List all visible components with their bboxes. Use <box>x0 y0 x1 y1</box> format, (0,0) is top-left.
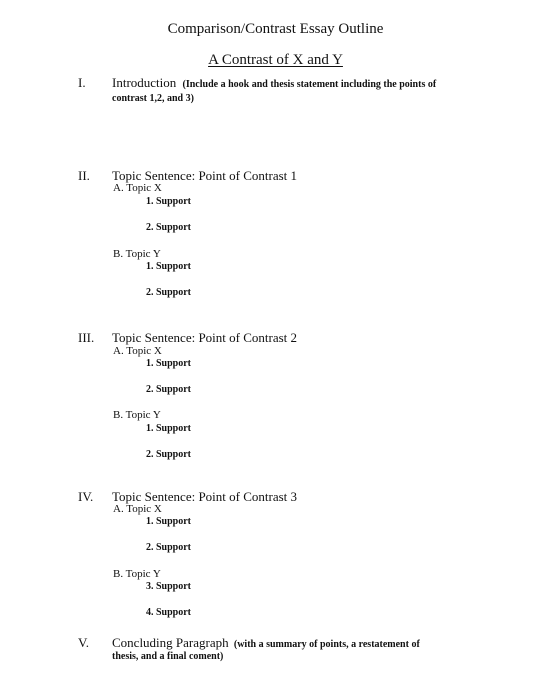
section-note: (with a summary of points, a restatement of <box>233 639 420 650</box>
topic-y-label: B. Topic Y <box>113 568 161 580</box>
topic-x-label: A. Topic X <box>113 182 162 194</box>
section-heading-contrast-3: Topic Sentence: Point of Contrast 3 <box>112 489 298 504</box>
section-note: (Include a hook and thesis statement including the points of <box>182 79 437 90</box>
section-note-continued: contrast 1,2, and 3) <box>112 93 194 104</box>
support-item: 2. Support <box>146 222 192 233</box>
section-heading-text: Concluding Paragraph <box>112 635 229 650</box>
subtitle-text: A Contrast of X and Y <box>208 52 343 68</box>
document-subtitle <box>0 52 551 69</box>
topic-y-label: B. Topic Y <box>113 248 161 260</box>
section-numeral-2: II. <box>78 168 90 183</box>
support-item: 1. Support <box>146 423 192 434</box>
support-item: 2. Support <box>146 287 192 298</box>
section-heading-contrast-2: Topic Sentence: Point of Contrast 2 <box>112 330 298 345</box>
topic-x-label: A. Topic X <box>113 345 162 357</box>
document-title: Comparison/Contrast Essay Outline <box>167 21 384 37</box>
section-heading-conclusion <box>112 635 420 651</box>
section-numeral-3: III. <box>78 330 95 345</box>
support-item: 4. Support <box>146 607 192 618</box>
section-numeral-4: IV. <box>78 489 94 504</box>
support-item: 2. Support <box>146 542 192 553</box>
topic-y-label: B. Topic Y <box>113 409 161 421</box>
support-item: 2. Support <box>146 449 192 460</box>
support-item: 3. Support <box>146 581 192 592</box>
section-note-continued: thesis, and a final coment) <box>112 651 224 662</box>
support-item: 2. Support <box>146 384 192 395</box>
support-item: 1. Support <box>146 261 192 272</box>
section-numeral-5: V. <box>78 635 89 650</box>
support-item: 1. Support <box>146 358 192 369</box>
support-item: 1. Support <box>146 196 192 207</box>
section-heading-contrast-1: Topic Sentence: Point of Contrast 1 <box>112 168 298 183</box>
section-numeral-1: I. <box>78 75 86 90</box>
section-heading-text: Introduction <box>112 75 177 90</box>
topic-x-label: A. Topic X <box>113 503 162 515</box>
section-heading-introduction <box>112 75 436 91</box>
support-item: 1. Support <box>146 516 192 527</box>
